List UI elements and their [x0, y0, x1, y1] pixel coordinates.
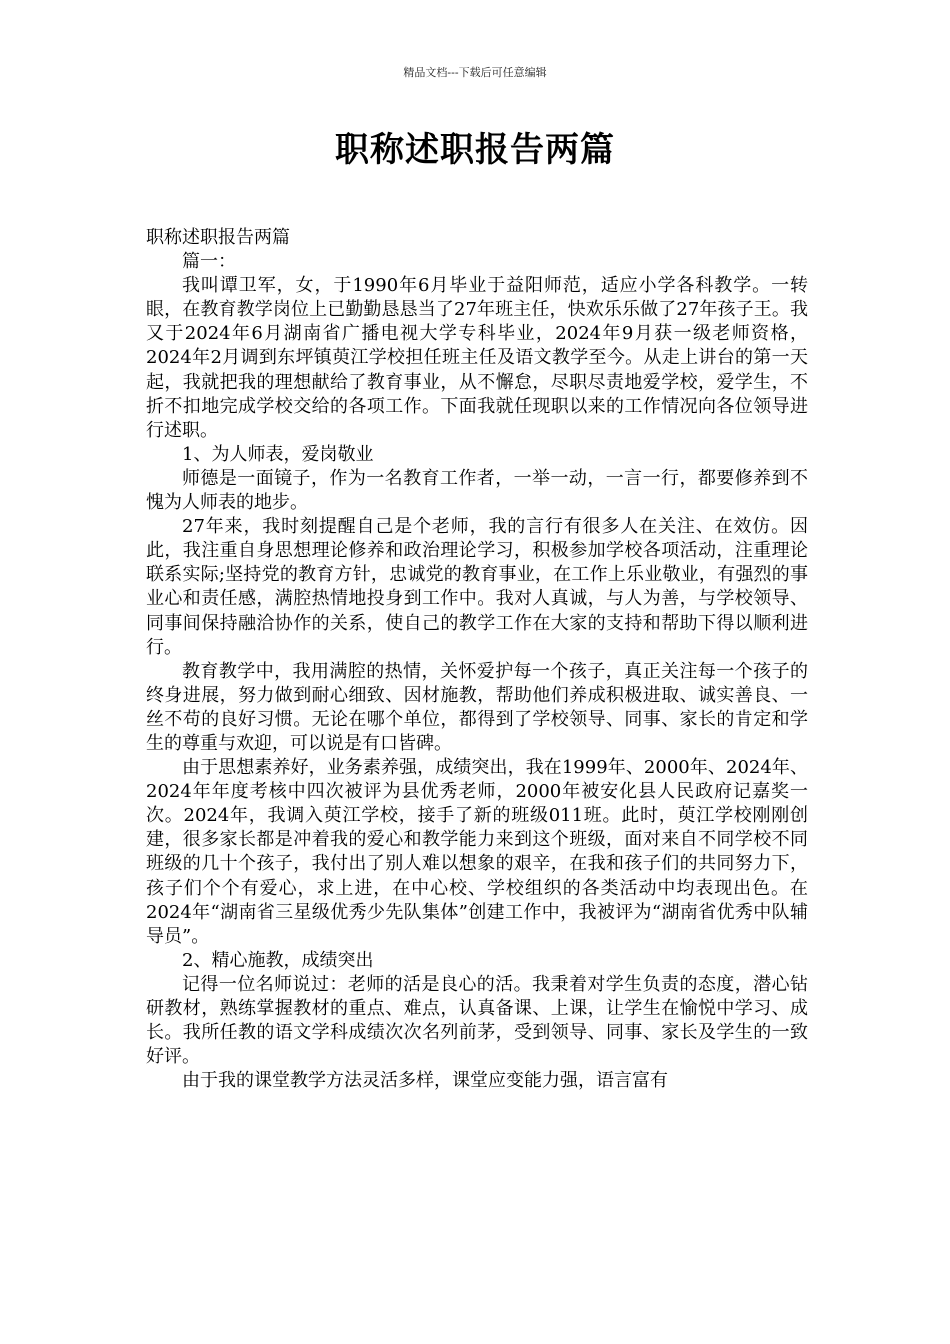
document-subtitle: 职称述职报告两篇: [146, 227, 290, 248]
document-body: [146, 226, 808, 1093]
paragraph: 由于思想素养好，业务素养强，成绩突出，我在1999年、2000年、2024年、2024年年度考核中四次被评为县优秀老师，2000年被安化县人民政府记嘉奖一次。2024年，我调入萸江学校，接手了新的班级011班。此时，萸江学校刚刚创建，很多家长都是冲着我的爱心和教学能力来到这个班级，面对来自不同学校不同班级的几十个孩子，我付出了别人难以想象的艰辛，在我和孩子们的共同努力下，孩子们个个有爱心，求上进，在中心校、学校组织的各类活动中均表现出色。在2024年“湖南省三星级优秀少先队集体”创建工作中，我被评为“湖南省优秀中队辅导员”。: [146, 757, 808, 947]
section-heading: 1、为人师表，爱岗敬业: [182, 443, 374, 465]
part-label: 篇一：: [182, 251, 236, 273]
document-title: 职称述职报告两篇: [335, 130, 615, 170]
paragraph: 27年来，我时刻提醒自己是个老师，我的言行有很多人在关注、在效仿。因此，我注重自身思想理论修养和政治理论学习，积极参加学校各项活动，注重理论联系实际;坚持党的教育方针，忠诚党的教育事业，在工作上乐业敬业，有强烈的事业心和责任感，满腔热情地投身到工作中。我对人真诚，与人为善，与学校领导、同事间保持融洽协作的关系，使自己的教学工作在大家的支持和帮助下得以顺利进行。: [146, 516, 808, 658]
paragraph: 记得一位名师说过：老师的活是良心的活。我秉着对学生负责的态度，潜心钻研教材，熟练掌握教材的重点、难点，认真备课、上课，让学生在愉悦中学习、成长。我所任教的语文学科成绩次次名列前茅，受到领导、同事、家长及学生的一致好评。: [146, 973, 808, 1068]
section-heading: 2、精心施教，成绩突出: [182, 949, 374, 971]
paragraph: 教育教学中，我用满腔的热情，关怀爱护每一个孩子，真正关注每一个孩子的终身进展，努力做到耐心细致、因材施教，帮助他们养成积极进取、诚实善良、一丝不苟的良好习惯。无论在哪个单位，都得到了学校领导、同事、家长的肯定和学生的尊重与欢迎，可以说是有口皆碑。: [146, 660, 808, 754]
paragraph: 师德是一面镜子，作为一名教育工作者，一举一动，一言一行，都要修养到不愧为人师表的地步。: [146, 467, 808, 514]
paragraph: 由于我的课堂教学方法灵活多样，课堂应变能力强，语言富有: [182, 1070, 668, 1092]
paragraph: 我叫谭卫军，女，于1990年6月毕业于益阳师范，适应小学各科教学。一转眼，在教育教学岗位上已勤勤恳恳当了27年班主任，快欢乐乐做了27年孩子王。我又于2024年6月湖南省广播电视大学专科毕业，2024年9月获一级老师资格，2024年2月调到东坪镇萸江学校担任班主任及语文教学至今。从走上讲台的第一天起，我就把我的理想献给了教育事业，从不懈怠，尽职尽责地爱学校，爱学生，不折不扣地完成学校交给的各项工作。下面我就任现职以来的工作情况向各位领导进行述职。: [146, 275, 808, 441]
header-note: 精品文档---下载后可任意编辑: [403, 66, 547, 79]
